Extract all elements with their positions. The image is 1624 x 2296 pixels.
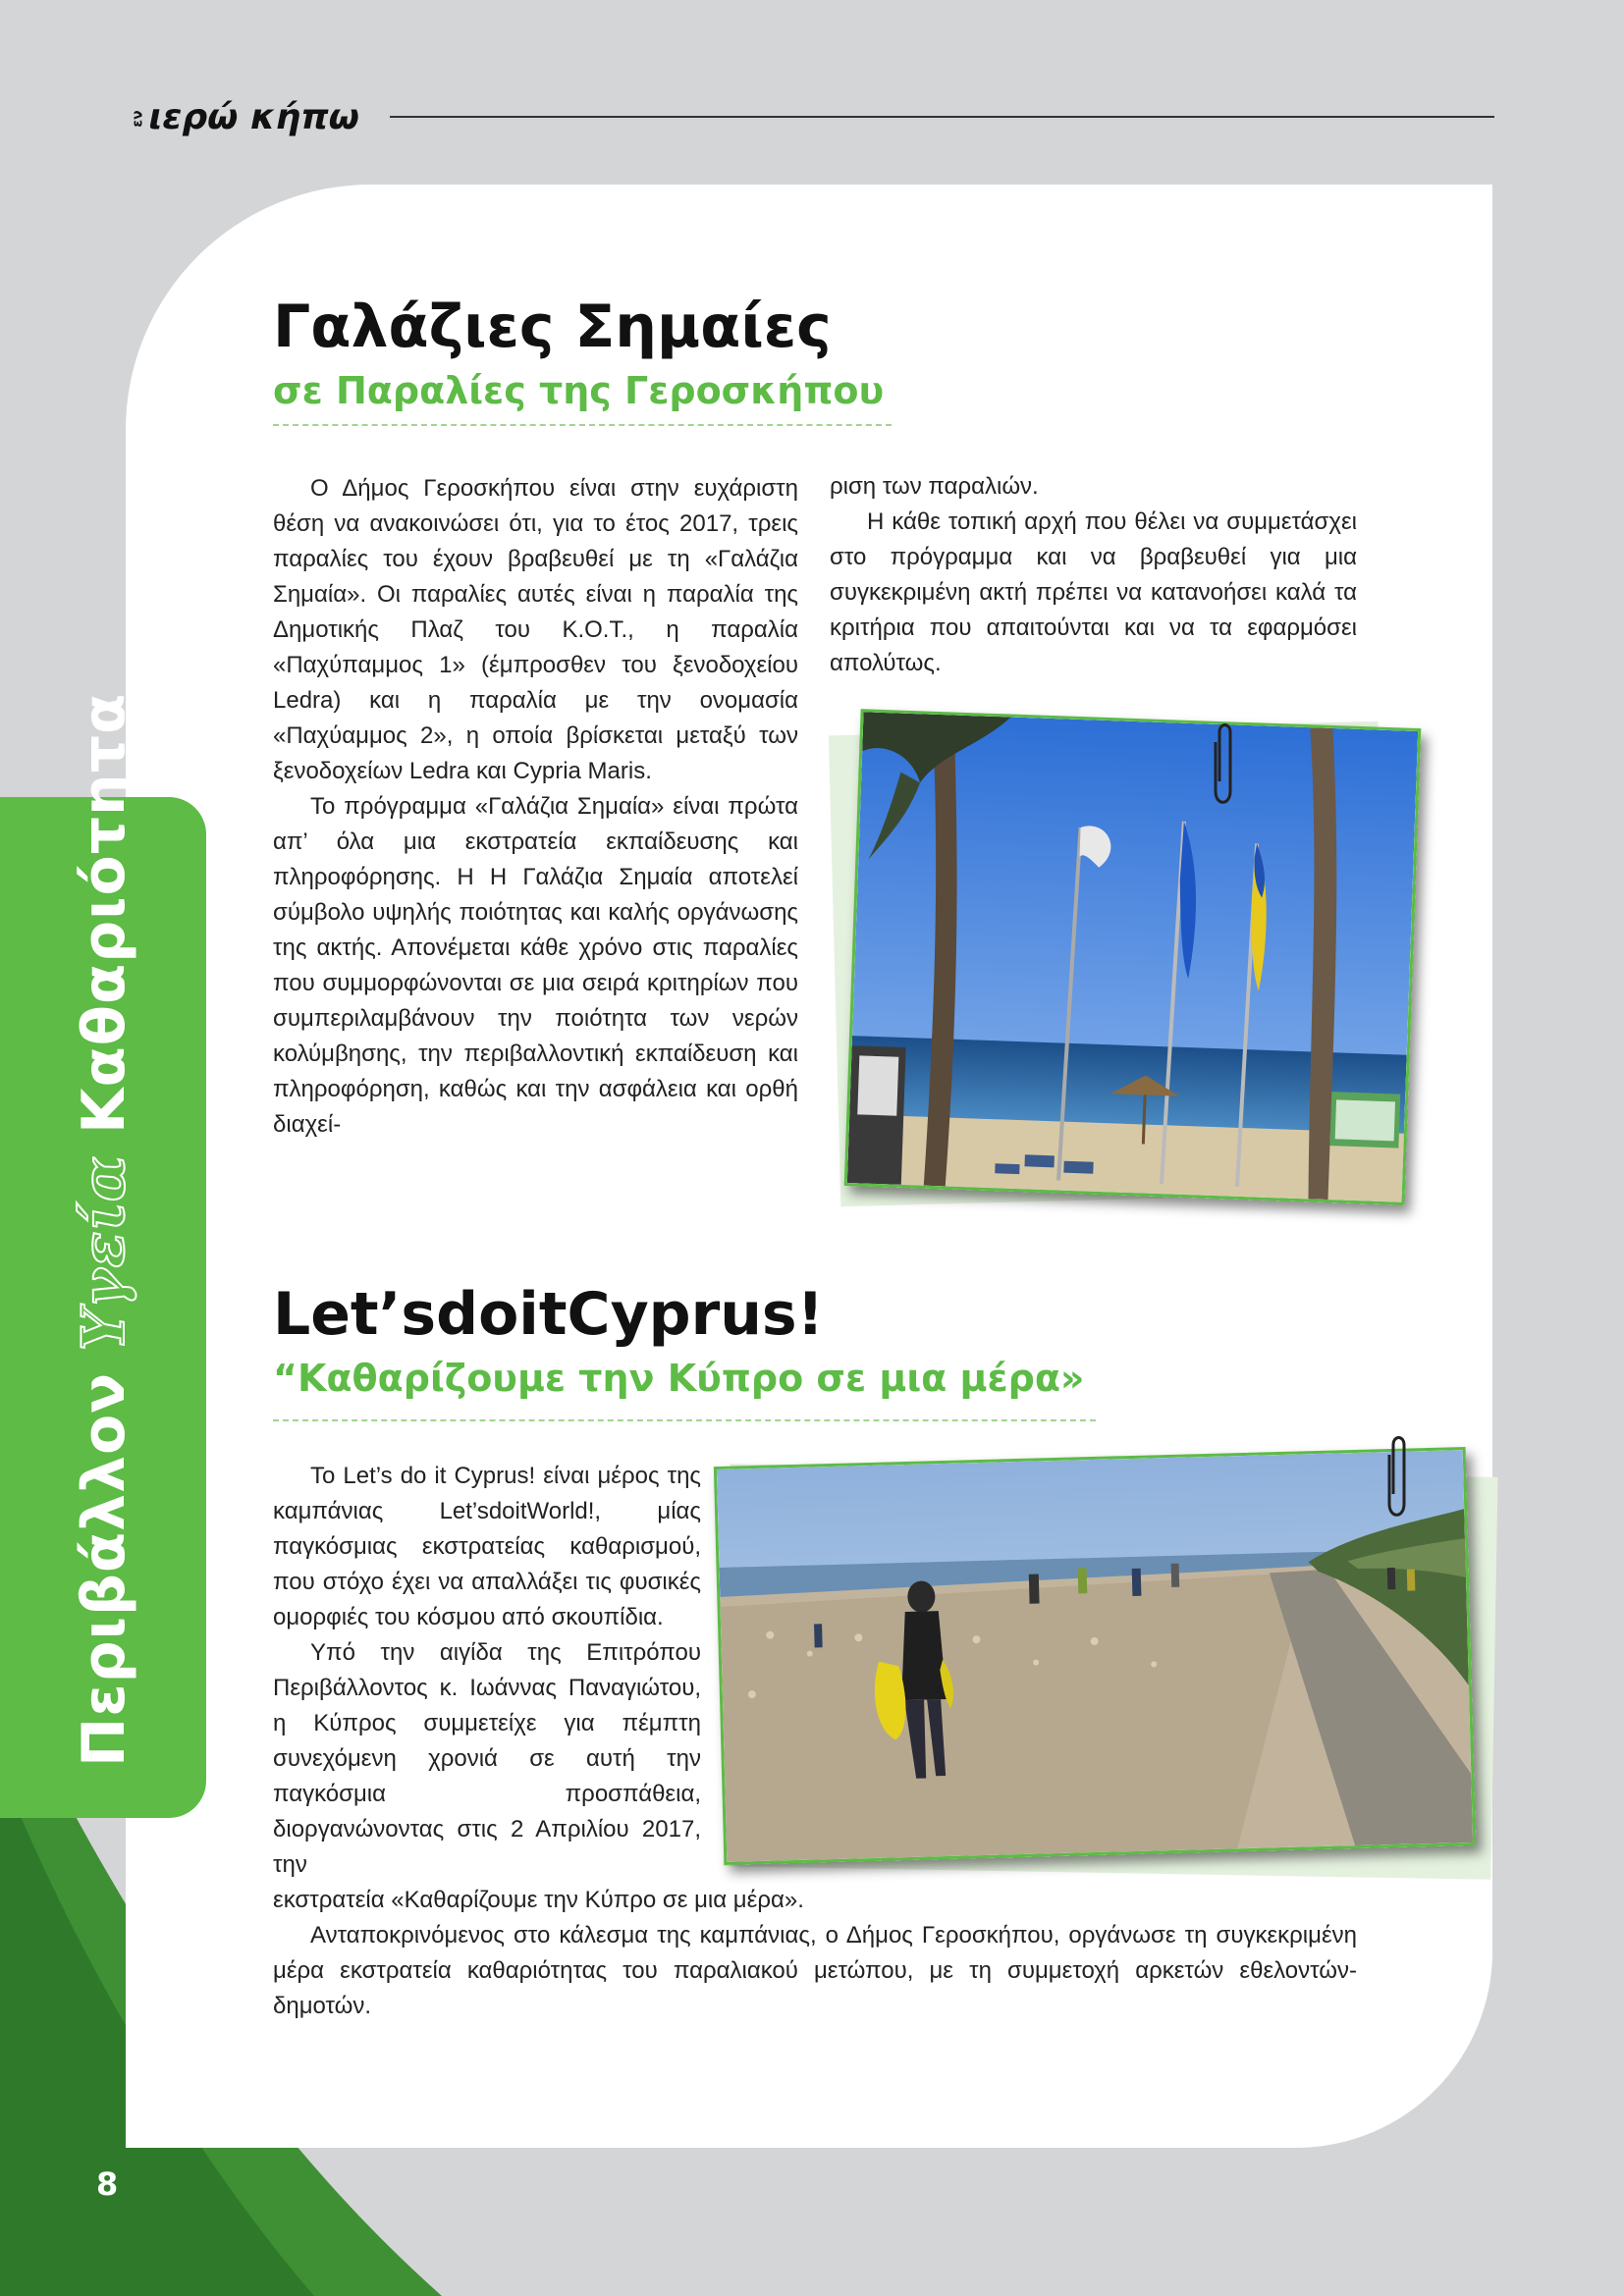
article2-divider (273, 1419, 1096, 1421)
article2-paragraph: Το Let’s do it Cyprus! είναι μέρος της καμπάνιας Let’sdoitWorld!, μίας παγκόσμιας εκστρατείας καθαρισμού, που στόχο έχει να απαλλάξει τις φυσικές ομορφιές του κόσμου από σκουπίδια. (273, 1463, 701, 1630)
article2-subtitle: “Καθαρίζουμε την Κύπρο σε μια μέρα» (273, 1357, 1085, 1400)
section-label-part2: Υγεία (70, 1154, 138, 1351)
article2-title: Let’sdoitCyprus! (273, 1280, 825, 1349)
article1-paragraph: Η κάθε τοπική αρχή που θέλει να συμμετάσχει στο πρόγραμμα και να βραβευθεί για μια συγκεκριμένη ακτή πρέπει να κατανοήσει καλά τα κριτήρια που απαιτούνται και να τα εφαρμόσει απολύτως. (830, 508, 1357, 676)
beach-cleanup-image (717, 1450, 1473, 1862)
page-header (130, 93, 1494, 142)
beach-cleanup-photo (714, 1447, 1476, 1865)
article1-paragraph: Ο Δήμος Γεροσκήπου είναι στην ευχάριστη θέση να ανακοινώσει ότι, για το έτος 2017, τρεις παραλίες του έχουν βραβευθεί με τη «Γαλάζια Σημαία». Οι παραλίες αυτές είναι η παραλία της Δημοτικής Πλαζ του Κ.Ο.Τ., η παραλία «Παχύπαμμος 1» (έμπροσθεν του ξενοδοχείου Ledra) και η παραλία με την ονομασία «Παχύαμμος 2», η οποία βρίσκεται μεταξύ των ξενοδοχείων Ledra και Cypria Maris. (273, 475, 798, 784)
page-number: 8 (96, 2165, 119, 2203)
paperclip-icon (1206, 722, 1235, 811)
magazine-logo (130, 93, 359, 143)
section-label (35, 692, 173, 1767)
header-rule (390, 116, 1494, 118)
article2-paragraph: Υπό την αιγίδα της Επιτρόπου Περιβάλλοντος κ. Ιωάννας Παναγιώτου, η Κύπρος συμμετείχε για πέμπτη συνεχόμενη χρονιά σε αυτή την παγκόσμια προσπάθεια, διοργανώνοντας στις 2 Απριλίου 2017, την (273, 1639, 701, 1878)
article1-paragraph: Το πρόγραμμα «Γαλάζια Σημαία» είναι πρώτα απ’ όλα μια εκστρατεία εκπαίδευσης και πληροφόρησης. Η Η Γαλάζια Σημαία αποτελεί σύμβολο υψηλής ποιότητας και καλής οργάνωσης της ακτής. Απονέμεται κάθε χρόνο στις παραλίες που συμμορφώνονται σε μια σειρά κριτηρίων που συμπεριλαμβάνουν την ποιότητα των νερών κολύμβησης, την περιβαλλοντική εκπαίδευση και πληροφόρηση, καθώς και την ασφάλεια και ορθή διαχεί- (273, 793, 798, 1138)
article2-paragraph: Ανταποκρινόμενος στο κάλεσμα της καμπάνιας, ο Δήμος Γεροσκήπου, οργάνωσε τη συγκεκριμένη μέρα εκστρατεία καθαριότητας του παραλιακού μετώπου, με τη συμμετοχή αρκετών εθελοντών-δημοτών. (273, 1922, 1357, 2019)
article2-paragraph-continued: εκστρατεία «Καθαρίζουμε την Κύπρο σε μια μέρα». (273, 1887, 804, 1913)
article1-subtitle: σε Παραλίες της Γεροσκήπου (273, 369, 885, 412)
article1-title: Γαλάζιες Σημαίες (273, 293, 832, 361)
article1-divider (273, 424, 892, 426)
logo-text: ιερώ κήπω (148, 97, 359, 137)
article2-fullwidth (273, 1883, 1357, 2024)
beach-flags-photo (844, 709, 1422, 1205)
article1-paragraph-continued: ριση των παραλιών. (830, 473, 1039, 500)
article2-column1 (273, 1459, 701, 1883)
paperclip-icon (1380, 1435, 1409, 1523)
logo-prefix: εν (130, 110, 146, 128)
article1-column2 (830, 469, 1357, 681)
beach-flags-image (847, 712, 1418, 1201)
article1-column1 (273, 471, 798, 1143)
section-label-part1: Περιβάλλον (70, 1350, 138, 1767)
section-label-part3: Καθαριότητα (70, 692, 138, 1155)
